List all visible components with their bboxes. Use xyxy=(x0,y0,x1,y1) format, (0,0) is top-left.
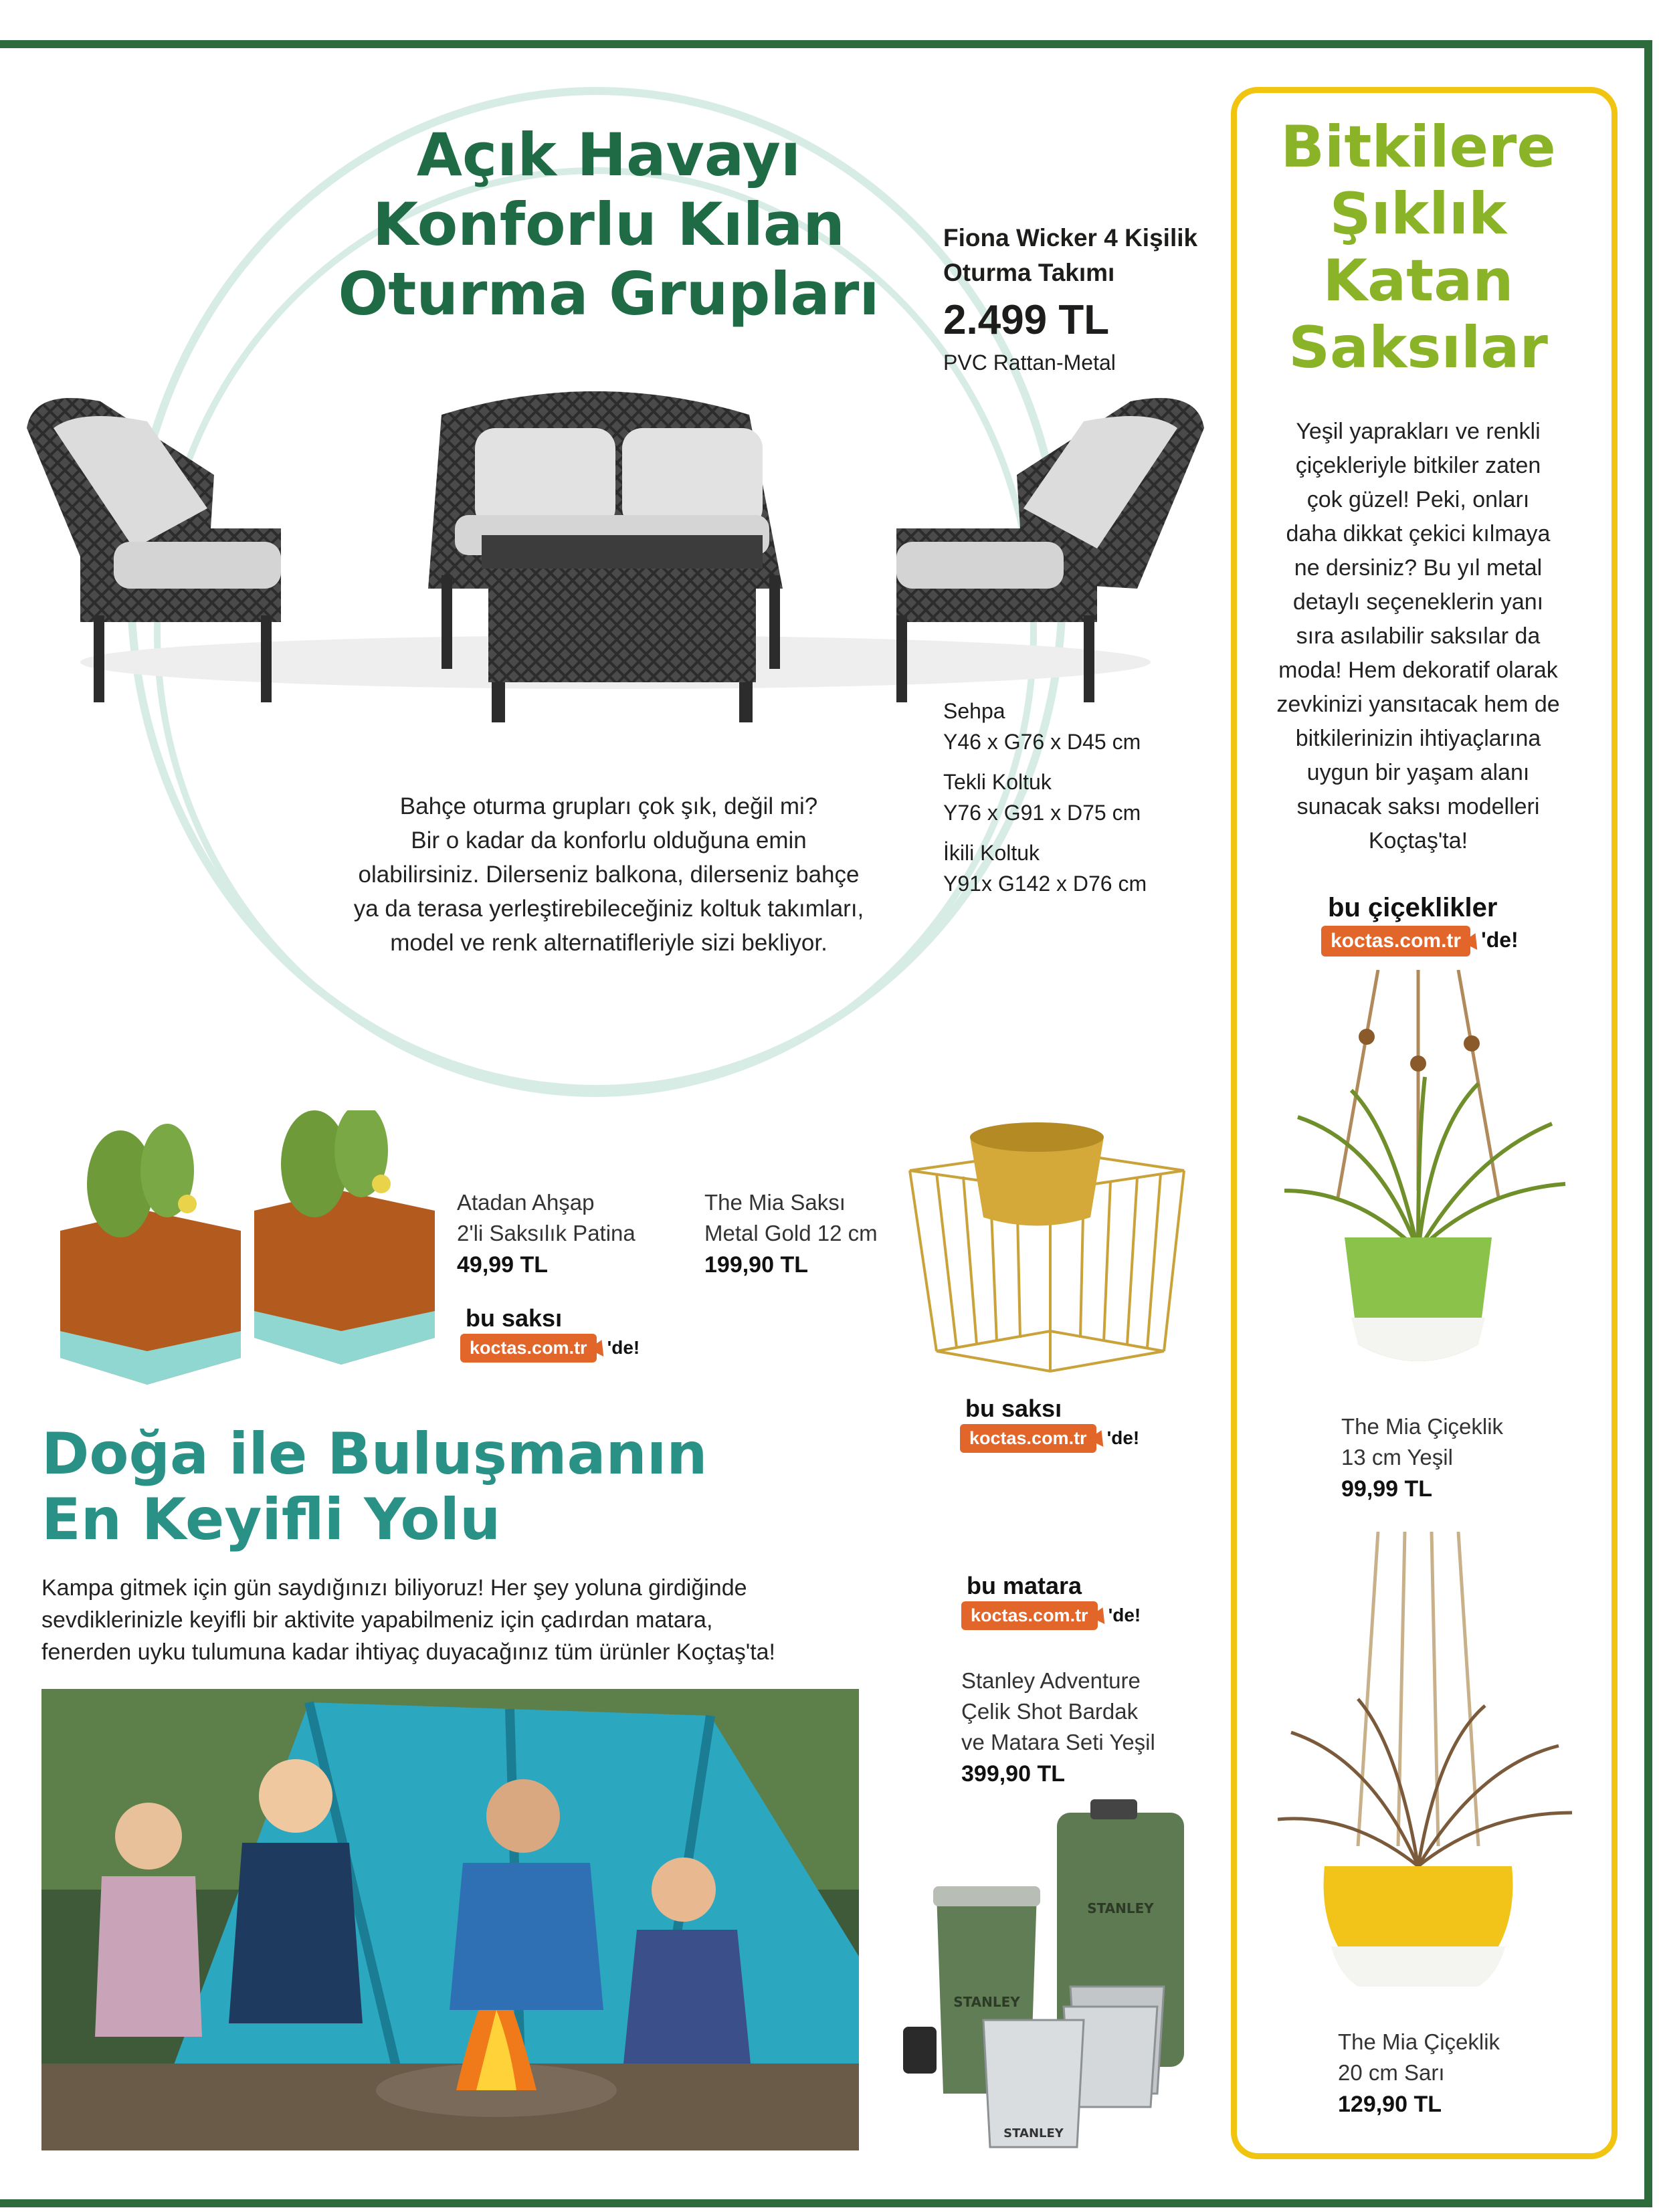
stanley-set-image xyxy=(896,1799,1211,2154)
cta-site-badge[interactable]: koctas.com.tr xyxy=(460,1334,597,1363)
cta-suffix: 'de! xyxy=(607,1337,640,1358)
product-name-line: ve Matara Seti Yeşil xyxy=(961,1730,1155,1754)
product-name-line: The Mia Saksı xyxy=(704,1190,846,1215)
dimension-size: Y76 x G91 x D75 cm xyxy=(943,801,1141,825)
shot-brand-mark: STANLEY xyxy=(1003,2126,1064,2140)
cta-label: bu saksı xyxy=(466,1304,563,1332)
flask-brand-mark: STANLEY xyxy=(1087,1900,1154,1916)
nature-title xyxy=(41,1421,911,1552)
hero-dimensions xyxy=(943,696,1251,899)
nature-description-line: Kampa gitmek için gün saydığınızı biliyoruz! Her şey yoluna girdiğinde xyxy=(41,1575,747,1601)
sidebar-title-line: Katan xyxy=(1323,247,1514,314)
hero-description-line: Bir o kadar da konforlu olduğuna emin xyxy=(411,827,807,853)
sidebar-description-line: ne dersiniz? Bu yıl metal xyxy=(1294,555,1543,581)
yellow-planter-image xyxy=(1258,1532,1579,2013)
hero-product-info xyxy=(943,221,1251,377)
hero-description-line: Bahçe oturma grupları çok şık, değil mi? xyxy=(399,793,818,819)
product-name-line: Çelik Shot Bardak xyxy=(961,1699,1139,1724)
product-price: 199,90 TL xyxy=(704,1252,808,1278)
product-name-line: Atadan Ahşap xyxy=(457,1190,595,1215)
sidebar-title xyxy=(1238,114,1599,381)
nature-title-line: Doğa ile Buluşmanın xyxy=(41,1421,708,1488)
hero-description-line: ya da terasa yerleştirebileceğiniz koltuk takımları, xyxy=(353,896,864,922)
cta-site-badge[interactable]: koctas.com.tr xyxy=(1321,926,1470,957)
hero-title-line: Oturma Grupları xyxy=(338,260,880,328)
cup-brand-mark: STANLEY xyxy=(953,1994,1020,2010)
sidebar-description-line: uygun bir yaşam alanı xyxy=(1306,760,1530,785)
hero-description-line: olabilirsiniz. Dilerseniz balkona, dilerseniz bahçe xyxy=(358,862,860,888)
cta-label: bu çiçeklikler xyxy=(1328,893,1498,922)
product-price: 99,99 TL xyxy=(1341,1476,1433,1502)
product-name-line: Metal Gold 12 cm xyxy=(704,1221,878,1245)
cta-site-badge[interactable]: koctas.com.tr xyxy=(960,1424,1096,1453)
nature-title-line: En Keyifli Yolu xyxy=(41,1486,501,1553)
sidebar-title-line: Şıklık xyxy=(1329,181,1507,247)
wooden-pot-right xyxy=(254,1110,435,1365)
sidebar-description xyxy=(1244,415,1592,858)
green-planter-image xyxy=(1258,970,1579,1398)
hero-description-line: model ve renk alternatifleriyle sizi bekliyor. xyxy=(390,930,827,956)
sidebar-description-line: bitkilerinizin ihtiyaçlarına xyxy=(1295,726,1541,751)
gold-metal-pot-image xyxy=(896,1110,1197,1391)
nature-description xyxy=(41,1572,931,1668)
hero-title-line: Konforlu Kılan xyxy=(373,190,845,259)
sidebar-description-line: sunacak saksı modelleri xyxy=(1296,794,1540,819)
cta-label: bu matara xyxy=(967,1572,1082,1599)
sidebar-description-line: Yeşil yaprakları ve renkli xyxy=(1296,419,1541,444)
product-name-line: Stanley Adventure xyxy=(961,1668,1141,1693)
nature-description-line: sevdiklerinizle keyifli bir aktivite yapabilmeniz için çadırdan matara, xyxy=(41,1607,713,1633)
sidebar-cta[interactable] xyxy=(1321,893,1575,957)
hero-product-name-line: Fiona Wicker 4 Kişilik xyxy=(943,224,1198,252)
product-name-line: 20 cm Sarı xyxy=(1338,2060,1445,2085)
sidebar-description-line: Koçtaş'ta! xyxy=(1368,828,1468,853)
dimension-name: Tekli Koltuk xyxy=(943,770,1052,794)
frame-top-bar xyxy=(0,40,1652,48)
product-price: 129,90 TL xyxy=(1338,2092,1442,2117)
hero-title xyxy=(308,120,910,329)
cta-suffix: 'de! xyxy=(1108,1605,1141,1625)
sidebar-description-line: moda! Hem dekoratif olarak xyxy=(1278,658,1558,683)
product-price: 399,90 TL xyxy=(961,1761,1065,1787)
product-name-line: 2'li Saksılık Patina xyxy=(457,1221,636,1245)
wooden-pots-image xyxy=(47,1110,448,1391)
sidebar-title-line: Bitkilere xyxy=(1280,114,1556,181)
cta-suffix: 'de! xyxy=(1106,1427,1140,1448)
sidebar-description-line: sıra asılabilir saksılar da xyxy=(1296,623,1541,649)
cta-site-badge[interactable]: koctas.com.tr xyxy=(961,1601,1098,1630)
hero-description xyxy=(288,789,930,960)
dimension-name: Sehpa xyxy=(943,699,1005,723)
sidebar-description-line: daha dikkat çekici kılmaya xyxy=(1286,521,1551,546)
pot-cta-1[interactable] xyxy=(460,1304,661,1363)
product-name-line: The Mia Çiçeklik xyxy=(1338,2029,1500,2054)
sidebar-description-line: çiçekleriyle bitkiler zaten xyxy=(1295,453,1541,478)
frame-bottom-bar xyxy=(0,2199,1652,2207)
coffee-table xyxy=(482,535,763,722)
cta-label: bu saksı xyxy=(965,1395,1062,1422)
flask-cta[interactable] xyxy=(961,1572,1182,1630)
product-name-line: The Mia Çiçeklik xyxy=(1341,1414,1504,1439)
wooden-pot-left xyxy=(60,1124,241,1385)
furniture-set-image xyxy=(13,375,1224,749)
product-price: 49,99 TL xyxy=(457,1252,549,1278)
dimension-size: Y46 x G76 x D45 cm xyxy=(943,730,1141,754)
hero-title-line: Açık Havayı xyxy=(416,120,801,189)
flask-product xyxy=(961,1666,1229,1790)
sidebar-description-line: zevkinizi yansıtacak hem de xyxy=(1276,692,1560,717)
sidebar-product-2 xyxy=(1338,2027,1592,2120)
sidebar-description-line: detaylı seçeneklerin yanı xyxy=(1292,589,1544,615)
sidebar-description-line: çok güzel! Peki, onları xyxy=(1306,487,1530,512)
hero-price: 2.499 TL xyxy=(943,297,1110,343)
sidebar-product-1 xyxy=(1341,1411,1595,1505)
frame-right-bar xyxy=(1644,40,1652,2207)
pot-product-2 xyxy=(704,1187,905,1281)
hero-product-name-line: Oturma Takımı xyxy=(943,259,1115,286)
dimension-name: İkili Koltuk xyxy=(943,841,1040,865)
nature-description-line: fenerden uyku tulumuna kadar ihtiyaç duyacağınız tüm ürünler Koçtaş'ta! xyxy=(41,1639,775,1665)
pot-product-1 xyxy=(457,1187,691,1281)
cta-suffix: 'de! xyxy=(1481,928,1519,952)
pot-cta-2[interactable] xyxy=(960,1395,1161,1453)
product-name-line: 13 cm Yeşil xyxy=(1341,1445,1453,1470)
sidebar-title-line: Saksılar xyxy=(1288,314,1548,381)
dimension-size: Y91x G142 x D76 cm xyxy=(943,872,1147,896)
hero-product-name xyxy=(943,221,1251,290)
camping-photo xyxy=(41,1689,859,2150)
hero-material: PVC Rattan-Metal xyxy=(943,350,1116,375)
